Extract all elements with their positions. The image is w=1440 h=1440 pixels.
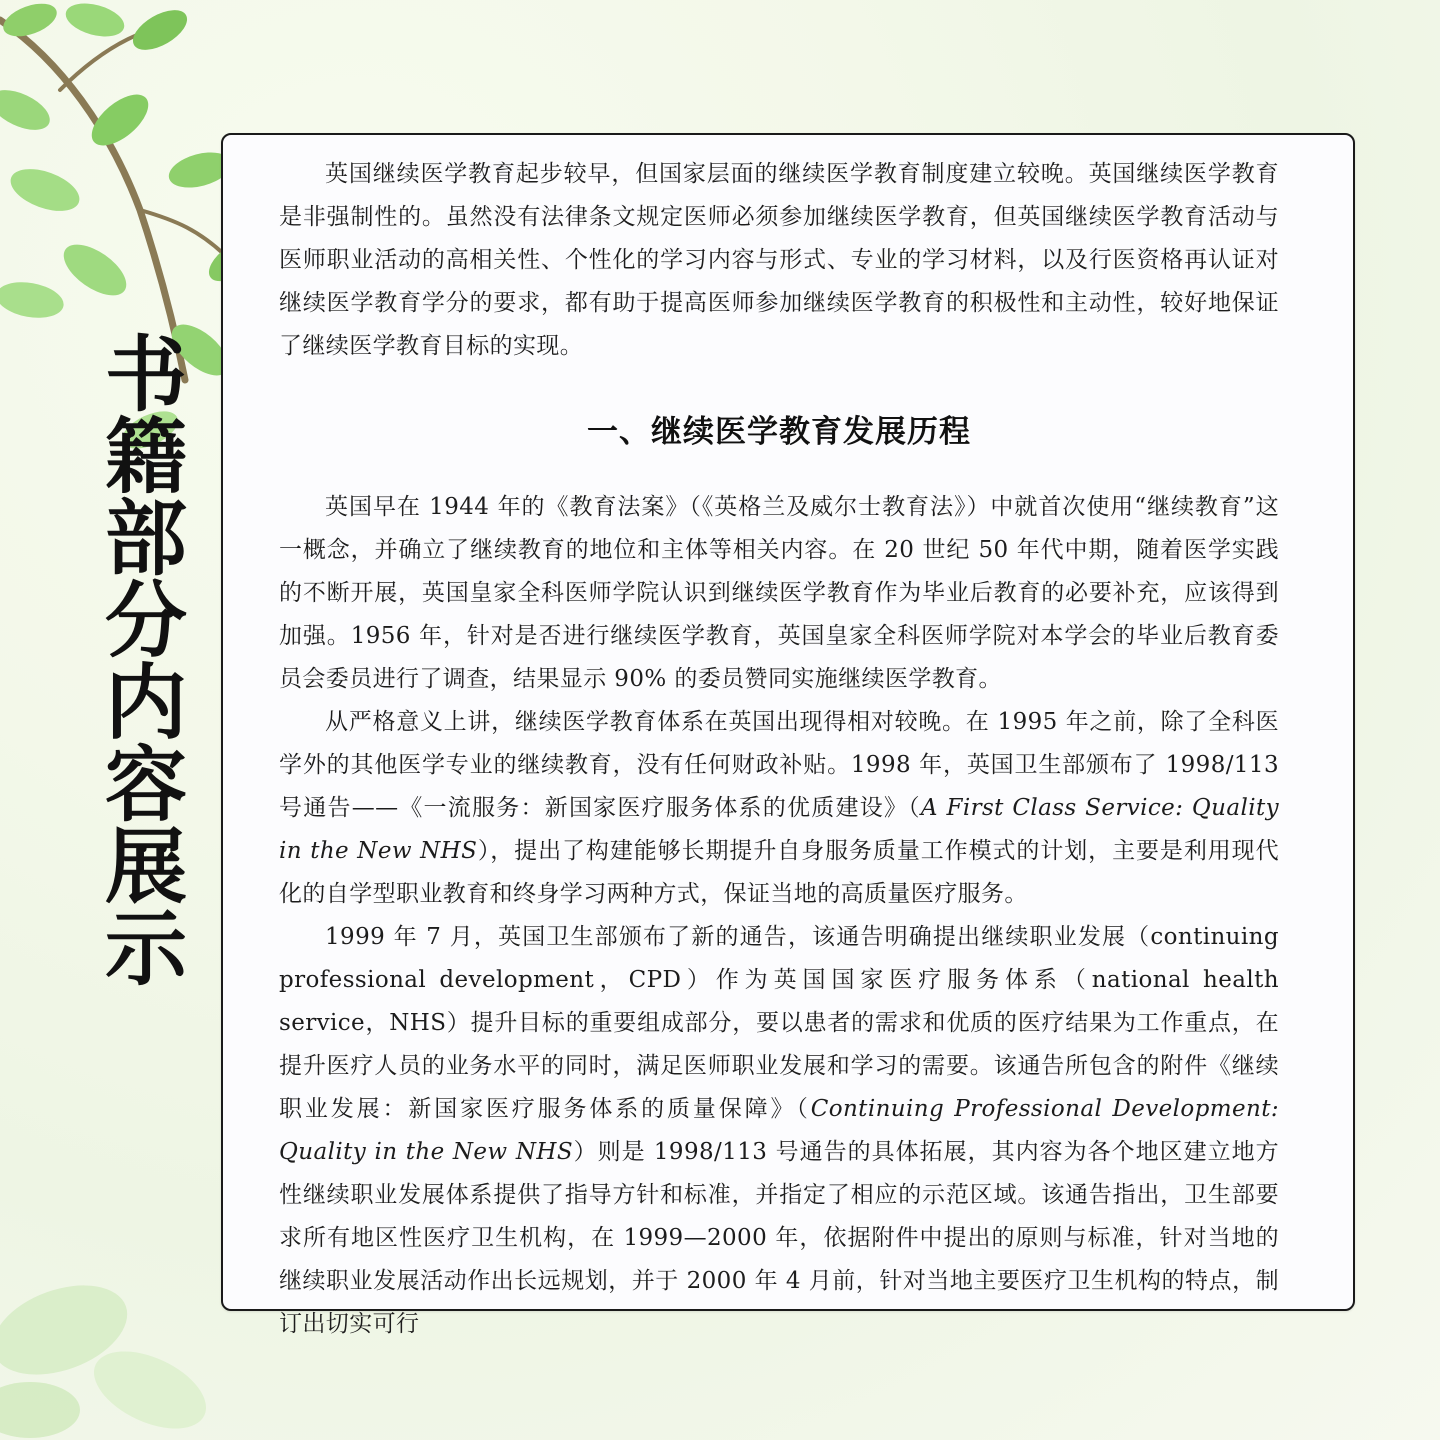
english-title: Continuing Professional Development: Quality in the New NHS	[279, 1096, 1279, 1165]
paragraph-text: ）则是 1998/113 号通告的具体拓展，其内容为各个地区建立地方性继续职业发展体系提供了指导方针和标准，并指定了相应的示范区域。该通告指出，卫生部要求所有地区性医疗卫生机构，在 1999—2000 年，依据附件中提出的原则与标准，针对当地的继续职业发展活动作出长远规划，并于 2000 年 4 月前，针对当地主要医疗卫生机构的特点，制订出切实可行	[279, 1139, 1280, 1337]
book-page-excerpt	[221, 133, 1355, 1337]
paragraph-1999-cpd	[279, 916, 1279, 1346]
english-title: A First Class Service: Quality in the New NHS	[279, 795, 1279, 864]
paragraph-1944-history: 英国早在 1944 年的《教育法案》（《英格兰及威尔士教育法》）中就首次使用“继续教育”这一概念，并确立了继续教育的地位和主体等相关内容。在 20 世纪 50 年代中期，随着医学实践的不断开展，英国皇家全科医师学院认识到继续医学教育作为毕业后教育的必要补充，应该得到加强。1956 年，针对是否进行继续医学教育，英国皇家全科医师学院对本学会的毕业后教育委员会委员进行了调查，结果显示 90% 的委员赞同实施继续医学教育。	[279, 494, 1279, 692]
paragraph-text: 1999 年 7 月，英国卫生部颁布了新的通告，该通告明确提出继续职业发展（continuing professional development，CPD）作为英国国家医疗服务体系（national health service，NHS）提升目标的重要组成部分，要以患者的需求和优质的医疗结果为工作重点，在提升医疗人员的业务水平的同时，满足医师职业发展和学习的需要。该通告所包含的附件《继续职业发展：新国家医疗服务体系的质量保障》（	[279, 924, 1279, 1122]
page-content	[279, 153, 1279, 1346]
paragraph-text: 从严格意义上讲，继续医学教育体系在英国出现得相对较晚。在 1995 年之前，除了全科医学外的其他医学专业的继续教育，没有任何财政补贴。1998 年，英国卫生部颁布了 1998/113 号通告——《一流服务：新国家医疗服务体系的优质建设》（	[279, 709, 1279, 821]
vertical-title: 书籍部分内容展示	[104, 328, 187, 997]
paragraph-text: ），提出了构建能够长期提升自身服务质量工作模式的计划，主要是利用现代化的自学型职业教育和终身学习两种方式，保证当地的高质量医疗服务。	[279, 838, 1279, 907]
paragraph-1995-system	[279, 701, 1279, 916]
section-heading: 一、继续医学教育发展历程	[587, 414, 971, 450]
intro-paragraph: 英国继续医学教育起步较早，但国家层面的继续医学教育制度建立较晚。英国继续医学教育是非强制性的。虽然没有法律条文规定医师必须参加继续医学教育，但英国继续医学教育活动与医师职业活动的高相关性、个性化的学习内容与形式、专业的学习材料，以及行医资格再认证对继续医学教育学分的要求，都有助于提高医师参加继续医学教育的积极性和主动性，较好地保证了继续医学教育目标的实现。	[279, 161, 1279, 359]
